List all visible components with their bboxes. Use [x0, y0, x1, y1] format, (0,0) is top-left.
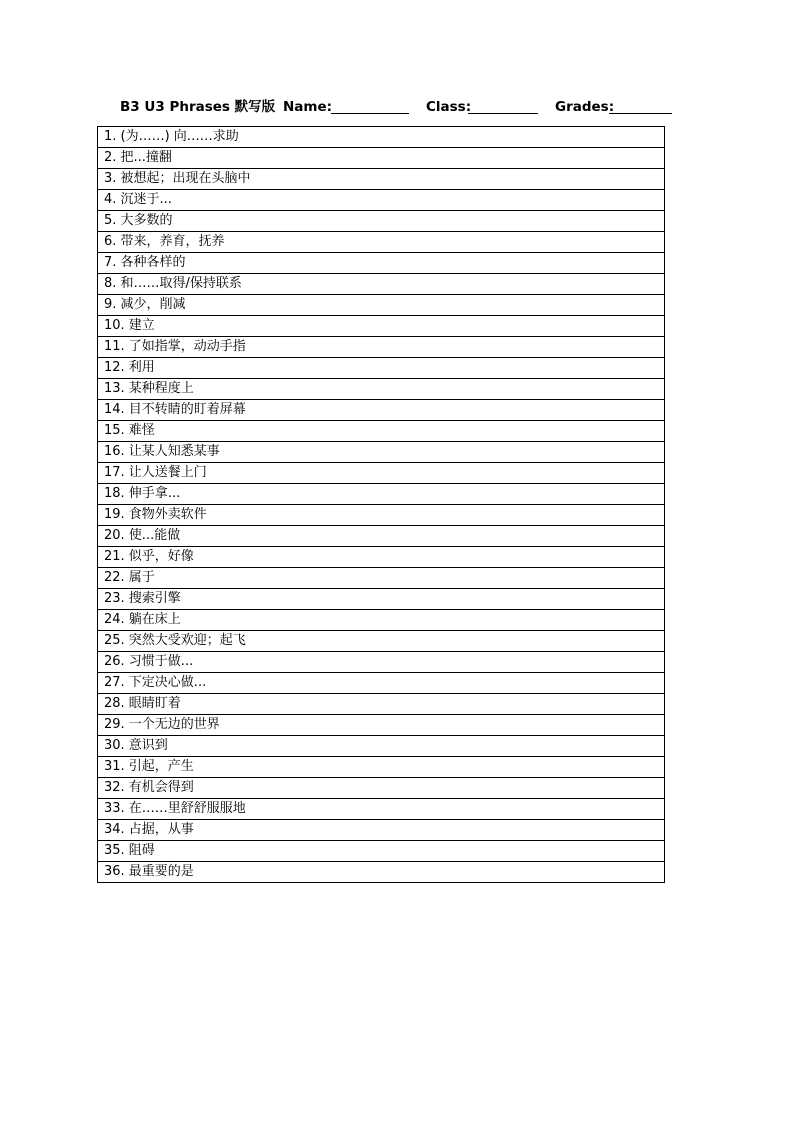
- phrase-cell: 9. 减少，削减: [98, 295, 665, 316]
- table-row: [98, 127, 665, 148]
- table-row: [98, 778, 665, 799]
- table-row: [98, 736, 665, 757]
- phrase-cell: 23. 搜索引擎: [98, 589, 665, 610]
- table-row: [98, 568, 665, 589]
- table-row: [98, 694, 665, 715]
- phrase-cell: 28. 眼睛盯着: [98, 694, 665, 715]
- class-label: Class:: [426, 99, 472, 115]
- phrase-cell: 6. 带来，养育，抚养: [98, 232, 665, 253]
- table-row: [98, 295, 665, 316]
- phrase-cell: 26. 习惯于做...: [98, 652, 665, 673]
- table-row: [98, 631, 665, 652]
- table-row: [98, 421, 665, 442]
- phrase-cell: 16. 让某人知悉某事: [98, 442, 665, 463]
- phrase-cell: 7. 各种各样的: [98, 253, 665, 274]
- table-row: [98, 820, 665, 841]
- phrase-cell: 3. 被想起；出现在头脑中: [98, 169, 665, 190]
- table-row: [98, 715, 665, 736]
- class-blank[interactable]: [468, 113, 538, 114]
- phrase-cell: 4. 沉迷于...: [98, 190, 665, 211]
- phrase-cell: 30. 意识到: [98, 736, 665, 757]
- name-blank[interactable]: [331, 113, 409, 114]
- phrase-cell: 18. 伸手拿...: [98, 484, 665, 505]
- phrase-cell: 33. 在……里舒舒服服地: [98, 799, 665, 820]
- table-row: [98, 757, 665, 778]
- phrase-cell: 19. 食物外卖软件: [98, 505, 665, 526]
- phrase-cell: 31. 引起，产生: [98, 757, 665, 778]
- grades-blank[interactable]: [609, 113, 672, 114]
- table-row: [98, 253, 665, 274]
- phrase-cell: 14. 目不转睛的盯着屏幕: [98, 400, 665, 421]
- table-row: [98, 652, 665, 673]
- table-row: [98, 169, 665, 190]
- phrase-cell: 15. 难怪: [98, 421, 665, 442]
- phrase-cell: 2. 把...撞翻: [98, 148, 665, 169]
- phrase-cell: 20. 使...能做: [98, 526, 665, 547]
- table-row: [98, 841, 665, 862]
- table-row: [98, 799, 665, 820]
- table-row: [98, 337, 665, 358]
- phrase-cell: 12. 利用: [98, 358, 665, 379]
- phrase-cell: 1. (为……) 向……求助: [98, 127, 665, 148]
- phrase-table: [97, 126, 665, 883]
- phrase-cell: 25. 突然大受欢迎；起飞: [98, 631, 665, 652]
- phrase-cell: 36. 最重要的是: [98, 862, 665, 883]
- table-row: [98, 526, 665, 547]
- phrase-cell: 27. 下定决心做...: [98, 673, 665, 694]
- table-row: [98, 358, 665, 379]
- phrase-cell: 29. 一个无边的世界: [98, 715, 665, 736]
- phrase-cell: 34. 占据，从事: [98, 820, 665, 841]
- table-row: [98, 862, 665, 883]
- phrase-cell: 11. 了如指掌，动动手指: [98, 337, 665, 358]
- phrase-cell: 35. 阻碍: [98, 841, 665, 862]
- table-row: [98, 316, 665, 337]
- table-row: [98, 547, 665, 568]
- phrase-cell: 8. 和……取得/保持联系: [98, 274, 665, 295]
- phrase-cell: 10. 建立: [98, 316, 665, 337]
- phrase-cell: 22. 属于: [98, 568, 665, 589]
- table-row: [98, 610, 665, 631]
- table-row: [98, 589, 665, 610]
- name-label: Name:: [283, 99, 333, 115]
- phrase-cell: 5. 大多数的: [98, 211, 665, 232]
- table-row: [98, 148, 665, 169]
- table-row: [98, 232, 665, 253]
- table-row: [98, 463, 665, 484]
- grades-label: Grades:: [555, 99, 615, 115]
- phrase-cell: 24. 躺在床上: [98, 610, 665, 631]
- table-row: [98, 190, 665, 211]
- table-row: [98, 484, 665, 505]
- phrase-cell: 17. 让人送餐上门: [98, 463, 665, 484]
- table-row: [98, 442, 665, 463]
- table-row: [98, 505, 665, 526]
- worksheet-title: B3 U3 Phrases 默写版: [120, 99, 276, 115]
- table-row: [98, 673, 665, 694]
- phrase-cell: 32. 有机会得到: [98, 778, 665, 799]
- phrase-cell: 13. 某种程度上: [98, 379, 665, 400]
- table-row: [98, 379, 665, 400]
- table-row: [98, 211, 665, 232]
- phrase-cell: 21. 似乎，好像: [98, 547, 665, 568]
- table-row: [98, 274, 665, 295]
- phrase-rows: [98, 127, 665, 883]
- table-row: [98, 400, 665, 421]
